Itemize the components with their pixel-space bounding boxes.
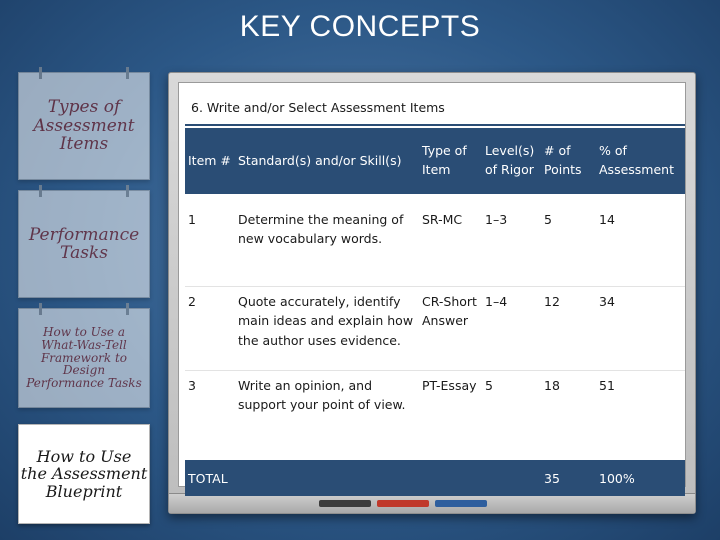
cell-level: 1–4 — [485, 294, 508, 309]
cell-standard: Quote accurately, identify main ideas and explain how the author uses evidence. — [238, 294, 414, 348]
slide-title: KEY CONCEPTS — [239, 10, 481, 43]
table-total-row — [185, 460, 685, 496]
nav-card-framework-performance-tasks[interactable] — [18, 308, 150, 408]
cell-standard: Determine the meaning of new vocabulary words. — [238, 212, 404, 247]
header-type: Type of Item — [422, 143, 467, 177]
row-divider — [185, 370, 685, 371]
pin-icon — [39, 67, 42, 79]
cell-points: 18 — [544, 378, 560, 393]
pin-icon — [126, 185, 129, 197]
nav-card-assessment-blueprint[interactable] — [18, 424, 150, 524]
table-header-row — [185, 128, 685, 194]
cell-item: 3 — [188, 378, 196, 393]
row-divider — [185, 286, 685, 287]
cell-level: 5 — [485, 378, 493, 393]
pin-icon — [39, 303, 42, 315]
cell-item: 2 — [188, 294, 196, 309]
header-assessment: % of Assessment — [599, 143, 674, 177]
total-points: 35 — [544, 470, 560, 486]
nav-card-label: How to Use a What-Was-Tell Framework to Design Performance Tasks — [26, 324, 142, 391]
pin-icon — [126, 303, 129, 315]
cell-type: SR-MC — [422, 212, 463, 227]
cell-item: 1 — [188, 212, 196, 227]
pin-icon — [39, 185, 42, 197]
table-row — [185, 210, 685, 249]
header-points: # of Points — [544, 143, 582, 177]
nav-card-label: Types of Assessment Items — [33, 97, 135, 155]
nav-card-label: How to Use the Assessment Blueprint — [20, 447, 148, 501]
cell-points: 5 — [544, 212, 552, 227]
cell-assessment: 34 — [599, 294, 615, 309]
cell-assessment: 14 — [599, 212, 615, 227]
table-row — [185, 292, 685, 350]
cell-type: CR-Short Answer — [422, 294, 477, 329]
header-level: Level(s) of Rigor — [485, 143, 535, 177]
cell-standard: Write an opinion, and support your point of view. — [238, 378, 406, 413]
nav-card-types-of-assessment-items[interactable] — [18, 72, 150, 180]
cell-type: PT-Essay — [422, 378, 477, 393]
marker-icon — [435, 500, 487, 507]
table-row — [185, 376, 685, 415]
cell-level: 1–3 — [485, 212, 508, 227]
table-caption: 6. Write and/or Select Assessment Items — [185, 90, 685, 126]
assessment-items-table — [185, 90, 685, 498]
nav-card-label: Performance Tasks — [28, 224, 140, 263]
header-standard: Standard(s) and/or Skill(s) — [238, 152, 402, 168]
total-assessment: 100% — [599, 470, 635, 486]
pin-icon — [126, 67, 129, 79]
marker-icon — [377, 500, 429, 507]
total-label: TOTAL — [188, 470, 228, 486]
marker-icon — [319, 500, 371, 507]
header-item-number: Item # — [188, 152, 231, 168]
nav-card-performance-tasks[interactable] — [18, 190, 150, 298]
cell-assessment: 51 — [599, 378, 615, 393]
cell-points: 12 — [544, 294, 560, 309]
